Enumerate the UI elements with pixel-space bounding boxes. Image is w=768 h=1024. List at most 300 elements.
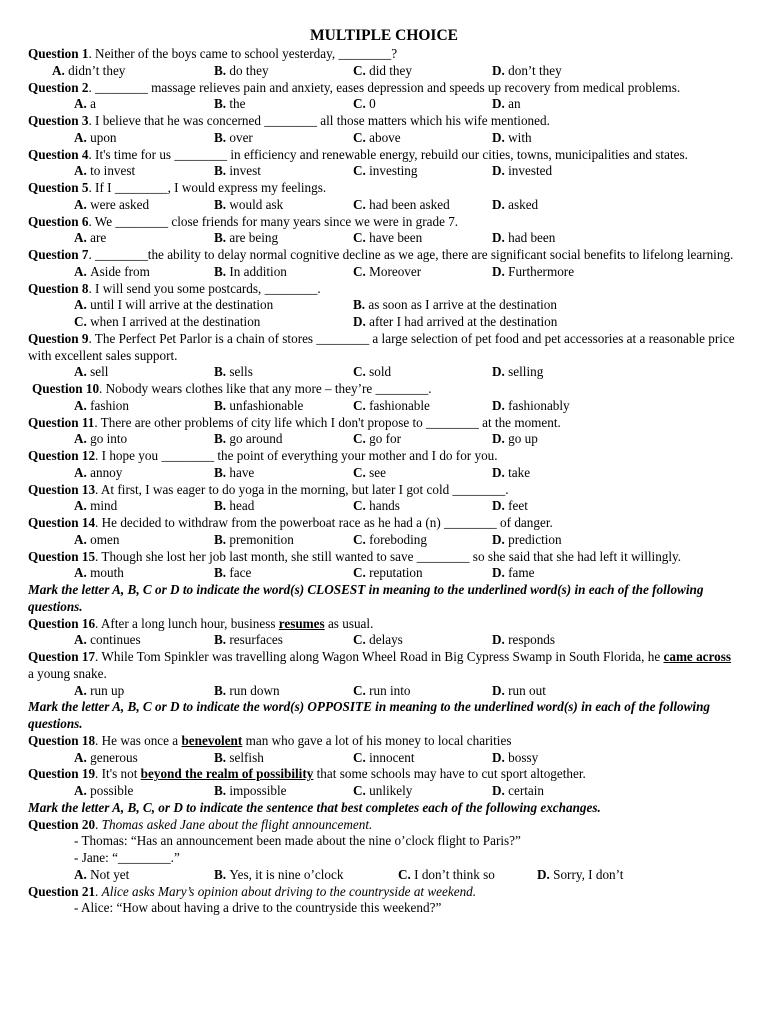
option-text: head: [229, 498, 255, 514]
option-letter: B.: [214, 531, 230, 547]
option-d: [492, 197, 538, 214]
option-text: selling: [508, 364, 544, 380]
dialogue-line: - Alice: “How about having a drive to the countryside this weekend?”: [74, 900, 442, 916]
option-text: investing: [369, 163, 418, 179]
option-a: [74, 565, 124, 582]
question-8: [28, 281, 740, 298]
option-letter: B.: [214, 498, 230, 514]
option-letter: A.: [74, 129, 91, 145]
option-text: as soon as I arrive at the destination: [368, 297, 557, 313]
option-text: take: [508, 464, 531, 480]
option-c: [353, 498, 400, 515]
option-letter: C.: [353, 431, 370, 447]
option-b: [214, 130, 253, 147]
question-number: Question 2: [28, 79, 89, 95]
underlined-word: came across: [663, 649, 732, 664]
option-letter: D.: [492, 263, 509, 279]
question-12: [28, 448, 740, 465]
option-a: [74, 163, 135, 180]
question-text: . Though she lost her job last month, she still wanted to save ________ so she said that she had left it willingly.: [95, 548, 682, 564]
option-text: go for: [369, 431, 401, 447]
option-a: [74, 364, 108, 381]
option-text: sold: [369, 364, 392, 380]
option-letter: A.: [74, 196, 91, 212]
option-letter: C.: [353, 498, 370, 514]
option-text: fashionable: [369, 397, 430, 413]
option-text: 0: [369, 96, 376, 112]
option-a: [74, 130, 117, 147]
question-number: Question 18: [28, 732, 96, 748]
option-a: [74, 264, 150, 281]
option-letter: B.: [214, 397, 230, 413]
option-letter: A.: [74, 866, 91, 882]
options-row: [28, 465, 740, 482]
question-text: . I believe that he was concerned ________ all those matters which his wife mentioned.: [88, 113, 550, 128]
question-number: Question 8: [28, 280, 89, 296]
section-instruction: Mark the letter A, B, C or D to indicate the word(s) CLOSEST in meaning to the underlined word(s) in each of the following questions.: [28, 582, 704, 614]
options-row: [28, 96, 740, 113]
option-letter: B.: [214, 632, 230, 648]
options-row: [28, 297, 740, 314]
question-17: [28, 616, 740, 633]
question-number: Question 10: [32, 381, 100, 396]
option-text: innocent: [369, 749, 415, 765]
question-text: . I hope you ________ the point of everything your mother and I do for you.: [95, 448, 498, 463]
option-letter: C.: [353, 783, 370, 798]
option-d: [492, 683, 546, 700]
question-text: . It's not: [95, 766, 141, 782]
option-text: selfish: [229, 749, 264, 765]
option-d: [492, 750, 538, 767]
option-letter: B.: [214, 749, 230, 765]
option-letter: D.: [492, 783, 509, 798]
option-letter: C.: [353, 464, 370, 480]
option-text: bossy: [508, 749, 539, 765]
option-d: [492, 163, 552, 180]
option-b: [214, 431, 283, 448]
option-letter: C.: [353, 263, 370, 279]
option-b: [214, 96, 246, 113]
options-row: [28, 532, 740, 549]
option-text: run into: [369, 682, 411, 698]
option-letter: B.: [214, 96, 230, 112]
question-6: [28, 214, 740, 231]
option-letter: A.: [74, 682, 91, 698]
option-text: have: [229, 464, 255, 480]
option-c: [353, 565, 423, 582]
option-text: Furthermore: [508, 263, 575, 279]
option-d: [492, 632, 555, 649]
option-d: [492, 96, 521, 113]
question-number: Question 19: [28, 766, 96, 782]
option-text: upon: [90, 129, 117, 145]
option-letter: A.: [74, 464, 91, 480]
option-letter: A.: [74, 263, 91, 279]
question-20: [28, 733, 740, 750]
option-text: foreboding: [369, 531, 427, 547]
option-letter: B.: [214, 196, 230, 212]
option-text: responds: [508, 632, 556, 648]
option-d: [492, 783, 544, 800]
option-text: are: [90, 230, 107, 246]
option-text: mouth: [90, 565, 124, 581]
question-text: .: [95, 883, 102, 899]
option-text: certain: [508, 783, 544, 798]
option-b: [214, 364, 253, 381]
dialogue-line: - Jane: “________.”: [74, 850, 180, 865]
option-b: [214, 465, 254, 482]
option-letter: B.: [214, 464, 230, 480]
option-a: [74, 632, 141, 649]
option-d: [492, 364, 543, 381]
question-number: Question 4: [28, 146, 89, 162]
option-c: [353, 683, 411, 700]
options-row: [28, 264, 740, 281]
question-11: [28, 415, 740, 432]
question-13: [28, 482, 740, 499]
option-c: [353, 398, 430, 415]
question-2: [28, 80, 740, 97]
option-c: [353, 230, 422, 247]
option-text: unlikely: [369, 783, 413, 798]
question-text: . ________ massage relieves pain and anxiety, eases depression and speeds up recovery from medical problems.: [88, 79, 681, 95]
option-b: [214, 498, 254, 515]
option-a: [74, 297, 273, 314]
option-text: feet: [508, 498, 528, 514]
option-text: continues: [90, 632, 141, 648]
question-15: [28, 549, 740, 566]
question-1: [28, 46, 740, 63]
option-letter: B.: [214, 230, 230, 246]
question-text: . After a long lunch hour, business: [95, 615, 279, 631]
option-b: [214, 683, 280, 700]
option-letter: D.: [492, 431, 509, 447]
option-a: [74, 197, 149, 214]
option-letter: A.: [74, 565, 91, 581]
options-row: [28, 750, 740, 767]
option-letter: A.: [74, 297, 91, 313]
question-text: . Neither of the boys came to school yesterday, ________?: [88, 46, 398, 61]
option-text: would ask: [229, 196, 284, 212]
option-text: prediction: [508, 531, 562, 547]
question-9: [28, 331, 740, 365]
question-number: Question 16: [28, 615, 96, 631]
option-letter: A.: [74, 230, 91, 246]
options-row: [28, 230, 740, 247]
option-a: [74, 532, 119, 549]
option-c: [353, 63, 412, 80]
question-number: Question 1: [28, 46, 89, 61]
option-c: [398, 867, 495, 884]
option-text: delays: [369, 632, 403, 648]
option-d: [492, 565, 534, 582]
question-7: [28, 247, 740, 264]
option-text: invested: [508, 163, 553, 179]
option-text: did they: [369, 62, 412, 78]
question-text: . There are other problems of city life which I don't propose to ________ at the moment.: [94, 414, 561, 430]
option-text: when I arrived at the destination: [90, 314, 261, 329]
option-text: didn’t they: [68, 62, 126, 78]
question-text-end: as usual.: [324, 615, 374, 631]
option-text: Yes, it is nine o’clock: [229, 866, 344, 882]
option-letter: B.: [214, 565, 230, 581]
question-text: . If I ________, I would express my feelings.: [88, 180, 327, 195]
question-number: Question 11: [28, 414, 95, 430]
option-text: run down: [229, 682, 280, 698]
option-text: annoy: [90, 464, 123, 480]
option-text: Moreover: [369, 263, 422, 279]
options-row: [28, 498, 740, 515]
question-10: [28, 381, 740, 398]
question-text-end: a young snake.: [28, 665, 107, 681]
option-c: [353, 532, 427, 549]
option-a: [74, 750, 138, 767]
options-row: [28, 431, 740, 448]
option-text: I don’t think so: [414, 866, 495, 882]
option-b: [214, 264, 287, 281]
question-text: . We ________ close friends for many years since we were in grade 7.: [88, 213, 459, 229]
option-letter: B.: [353, 297, 369, 313]
option-b: [214, 565, 251, 582]
underlined-word: benevolent: [181, 732, 243, 748]
option-b: [214, 163, 261, 180]
option-text: sell: [90, 364, 109, 380]
option-b: [214, 532, 294, 549]
option-letter: B.: [214, 682, 230, 698]
question-number: Question 21: [28, 883, 96, 899]
question-text: . Nobody wears clothes like that any more – they’re ________.: [99, 381, 432, 396]
option-b: [214, 750, 264, 767]
option-letter: D.: [492, 62, 509, 78]
option-letter: D.: [537, 866, 554, 882]
question-24: [28, 884, 740, 901]
option-letter: B.: [214, 129, 230, 145]
option-a: [74, 783, 133, 800]
underlined-word: resumes: [278, 615, 325, 631]
question-14: [28, 515, 740, 532]
option-c: [353, 431, 401, 448]
option-text: invest: [229, 163, 261, 179]
option-text: unfashionable: [229, 397, 304, 413]
question-text: . The Perfect Pet Parlor is a chain of stores ________ a large selection of pet food and pet accessories at a reasonable price with excellent sales support.: [28, 330, 735, 363]
option-letter: A.: [74, 397, 91, 413]
option-c: [353, 750, 415, 767]
option-b: [214, 197, 283, 214]
options-row: [28, 63, 740, 80]
option-a: [74, 431, 127, 448]
option-d: [537, 867, 623, 884]
option-letter: D.: [492, 682, 509, 698]
question-number: Question 7: [28, 247, 89, 262]
underlined-word: beyond the realm of possibility: [140, 766, 314, 782]
option-letter: D.: [492, 464, 509, 480]
option-letter: A.: [74, 364, 91, 380]
option-a: [74, 230, 106, 247]
question-text: . While Tom Spinkler was travelling along Wagon Wheel Road in Big Cypress Swamp in South Florida, he: [95, 649, 664, 664]
option-text: asked: [508, 196, 539, 212]
option-letter: A.: [74, 163, 91, 179]
option-b: [353, 297, 557, 314]
option-letter: D.: [492, 196, 509, 212]
question-text-end: that some schools may have to cut sport altogether.: [313, 766, 586, 782]
question-number: Question 9: [28, 330, 89, 346]
option-letter: C.: [353, 163, 370, 179]
option-letter: D.: [492, 749, 509, 765]
option-text: to invest: [90, 163, 136, 179]
option-text: fashionably: [508, 397, 570, 413]
option-c: [353, 465, 386, 482]
option-text: with: [508, 129, 532, 145]
option-text: fame: [508, 565, 535, 581]
options-row: [28, 632, 740, 649]
question-list: [28, 46, 740, 917]
option-letter: A.: [74, 531, 91, 547]
option-b: [214, 632, 283, 649]
option-c: [353, 632, 403, 649]
question-number: Question 17: [28, 649, 96, 664]
option-letter: B.: [214, 263, 230, 279]
question-text-end: man who gave a lot of his money to local charities: [242, 732, 512, 748]
option-a: [52, 63, 125, 80]
option-text: reputation: [369, 565, 423, 581]
option-letter: C.: [353, 397, 370, 413]
option-letter: A.: [74, 431, 91, 447]
option-d: [492, 498, 528, 515]
option-letter: D.: [492, 531, 509, 547]
option-b: [214, 63, 269, 80]
question-5: [28, 180, 740, 197]
option-d: [492, 398, 570, 415]
option-b: [214, 783, 287, 800]
option-text: omen: [90, 531, 120, 547]
option-letter: D.: [492, 163, 509, 179]
option-b: [353, 314, 557, 331]
option-text: go into: [90, 431, 128, 447]
question-21: [28, 766, 740, 783]
question-number: Question 5: [28, 180, 89, 195]
option-letter: D.: [492, 96, 509, 112]
option-letter: D.: [492, 129, 509, 145]
options-row: [28, 314, 740, 331]
option-letter: C.: [398, 866, 415, 882]
option-text: run out: [508, 682, 546, 698]
option-text: fashion: [90, 397, 129, 413]
options-row: [28, 130, 740, 147]
option-letter: C.: [353, 364, 370, 380]
option-a: [74, 867, 129, 884]
option-a: [74, 465, 122, 482]
option-text: sells: [229, 364, 253, 380]
option-a: [74, 683, 124, 700]
option-letter: C.: [353, 682, 370, 698]
option-text: generous: [90, 749, 138, 765]
option-c: [353, 197, 450, 214]
option-text: run up: [90, 682, 125, 698]
option-letter: C.: [353, 531, 370, 547]
option-a: [74, 498, 117, 515]
option-text: impossible: [229, 783, 287, 798]
question-text: . He decided to withdraw from the powerboat race as he had a (n) ________ of danger.: [95, 515, 553, 530]
option-letter: B.: [214, 431, 230, 447]
option-d: [492, 63, 562, 80]
option-text: above: [369, 129, 401, 145]
options-row: [28, 197, 740, 214]
option-d: [492, 465, 530, 482]
question-context: Thomas asked Jane about the flight announcement.: [101, 816, 373, 832]
option-c: [353, 264, 421, 281]
option-text: possible: [90, 783, 134, 798]
section-instruction: Mark the letter A, B, C or D to indicate the word(s) OPPOSITE in meaning to the underlined word(s) in each of the following questions.: [28, 699, 711, 731]
option-letter: D.: [353, 314, 370, 329]
question-number: Question 6: [28, 213, 89, 229]
option-text: In addition: [229, 263, 287, 279]
question-text: . He was once a: [95, 732, 182, 748]
question-number: Question 15: [28, 548, 96, 564]
option-c: [353, 163, 417, 180]
option-letter: A.: [52, 62, 69, 78]
document: [28, 26, 740, 917]
option-text: see: [369, 464, 386, 480]
option-text: until I will arrive at the destination: [90, 297, 274, 313]
option-text: are being: [229, 230, 279, 246]
option-a: [74, 314, 260, 331]
question-context: Alice asks Mary’s opinion about driving to the countryside at weekend.: [101, 883, 477, 899]
option-letter: C.: [353, 749, 370, 765]
option-b: [214, 867, 343, 884]
option-letter: D.: [492, 397, 509, 413]
option-letter: D.: [492, 364, 509, 380]
option-c: [353, 783, 412, 800]
option-text: face: [229, 565, 252, 581]
question-23: [28, 817, 740, 834]
options-row: [28, 364, 740, 381]
option-letter: C.: [353, 632, 370, 648]
question-number: Question 3: [28, 113, 89, 128]
question-number: Question 20: [28, 816, 96, 832]
option-text: over: [229, 129, 253, 145]
option-text: go up: [508, 431, 538, 447]
option-text: go around: [229, 431, 283, 447]
question-text: . It's time for us ________ in efficiency and renewable energy, rebuild our cities, towns, municipalities and states.: [88, 146, 688, 162]
option-d: [492, 532, 562, 549]
options-row: [28, 565, 740, 582]
option-text: had been asked: [369, 196, 450, 212]
option-letter: A.: [74, 96, 91, 112]
option-text: Not yet: [90, 866, 130, 882]
options-row: [28, 398, 740, 415]
option-letter: D.: [492, 230, 509, 246]
option-d: [492, 130, 532, 147]
option-text: mind: [90, 498, 118, 514]
option-d: [492, 431, 538, 448]
option-letter: D.: [492, 498, 509, 514]
option-b: [214, 398, 303, 415]
option-c: [353, 364, 391, 381]
question-number: Question 12: [28, 448, 96, 463]
option-text: had been: [508, 230, 556, 246]
option-c: [353, 96, 376, 113]
option-a: [74, 398, 129, 415]
option-text: Sorry, I don’t: [553, 866, 624, 882]
question-text: . I will send you some postcards, ________.: [88, 280, 321, 296]
question-text: . At first, I was eager to do yoga in the morning, but later I got cold ________.: [95, 481, 509, 497]
option-letter: C.: [353, 230, 370, 246]
option-letter: B.: [214, 783, 230, 798]
option-a: [74, 96, 96, 113]
dialogue-line: - Thomas: “Has an announcement been made about the nine o’clock flight to Paris?”: [74, 833, 521, 849]
option-d: [492, 264, 574, 281]
question-number: Question 14: [28, 515, 96, 530]
